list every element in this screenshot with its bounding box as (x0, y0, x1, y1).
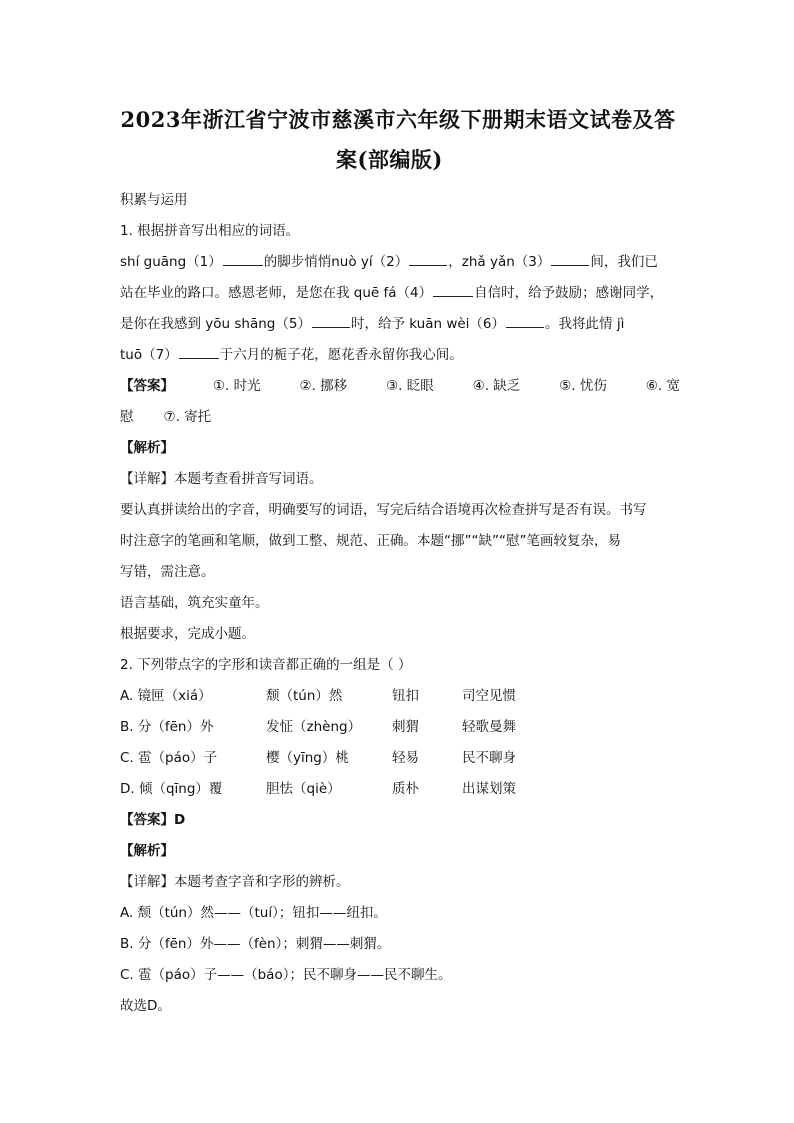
q2-option-cell: 刺猬 (392, 719, 419, 735)
q1-p1-c: ，zhǎ yǎn（3） (448, 254, 551, 270)
q1-answer-item: ②. 挪移 (299, 378, 348, 394)
q1-p3-a: 是你在我感到 yōu shāng（5） (120, 316, 311, 332)
q1-stem: 1. 根据拼音写出相应的词语。 (120, 223, 300, 239)
q2-option-cell: 司空见惯 (462, 688, 516, 704)
q2-option-cell: A. 镜匣（xiá） (120, 688, 212, 704)
q1-passage-line1 (120, 247, 680, 278)
q2-option-cell: 出谋划策 (462, 781, 516, 797)
q1-passage-line4 (120, 340, 680, 371)
q2-explain-c: C. 雹（páo）子——（báo）；民不聊身——民不聊生。 (120, 967, 452, 983)
q1-explain-line2: 时注意字的笔画和笔顺，做到工整、规范、正确。本题“挪”“缺”“慰”笔画较复杂，易 (120, 533, 621, 549)
q1-p1-b: 的脚步悄悄nuò yí（2） (263, 254, 409, 270)
q2-explain-b: B. 分（fēn）外——（fèn）；刺猬——刺猬。 (120, 936, 391, 952)
q1-p2b: 自信时，给予鼓励；感谢同学， (474, 285, 664, 301)
q2-option-cell: 颓（tún）然 (266, 688, 343, 704)
q1-detail: 【详解】本题考查看拼音写词语。 (120, 471, 323, 487)
intro-line2: 根据要求，完成小题。 (120, 626, 255, 642)
intro-line1: 语言基础，筑充实童年。 (120, 595, 269, 611)
q2-option-cell: 钮扣 (392, 688, 419, 704)
q1-answer-line2 (120, 402, 680, 433)
q1-answer-label: 【答案】 (120, 378, 174, 394)
q2-option-d (120, 774, 680, 805)
q2-option-cell: 樱（yīng）桃 (266, 750, 349, 766)
blank-3 (551, 253, 589, 266)
q1-p4-b: 于六月的栀子花，愿花香永留你我心间。 (219, 347, 463, 363)
blank-6 (506, 315, 544, 328)
blank-4 (433, 284, 473, 297)
q2-option-cell: B. 分（fēn）外 (120, 719, 214, 735)
q2-option-cell: 民不聊身 (462, 750, 516, 766)
q2-option-cell: C. 雹（páo）子 (120, 750, 218, 766)
document-title-line2 (118, 144, 678, 174)
document-title-line1: 2023年浙江省宁波市慈溪市六年级下册期末语文试卷及答 (120, 107, 676, 132)
q2-option-a (120, 681, 680, 712)
blank-2 (409, 253, 447, 266)
q1-answer-item: ⑦. 寄托 (163, 409, 212, 425)
q1-answer-item: ③. 眨眼 (386, 378, 434, 394)
section-heading: 积累与运用 (120, 192, 188, 208)
q1-explain-line1: 要认真拼读给出的字音，明确要写的词语，写完后结合语境再次检查拼写是否有误。书写 (120, 502, 647, 518)
q1-passage-line3 (120, 309, 680, 340)
document-body (120, 185, 680, 1022)
q2-conclusion: 故选D。 (120, 998, 171, 1014)
q1-answer-item: 慰 (120, 409, 134, 425)
q1-answer-item: ④. 缺乏 (472, 378, 521, 394)
q1-p3-b: 时，给予 kuān wèi（6） (350, 316, 506, 332)
q2-stem: 2. 下列带点字的字形和读音都正确的一组是（ ） (120, 657, 412, 673)
q1-p1-d: 间，我们已 (590, 254, 658, 270)
q2-option-c (120, 743, 680, 774)
q2-option-cell: 胆怯（qiè） (266, 781, 341, 797)
q1-answer-line1 (120, 371, 680, 402)
q2-option-cell: 发怔（zhèng） (266, 719, 362, 735)
q1-p1-a: shí guāng（1） (120, 254, 222, 270)
blank-7 (179, 346, 219, 359)
q1-analysis-label: 【解析】 (120, 440, 174, 456)
q1-p4-a: tuō（7） (120, 347, 178, 363)
q2-detail: 【详解】本题考查字音和字形的辨析。 (120, 874, 350, 890)
q1-explain-line3: 写错，需注意。 (120, 564, 215, 580)
q1-p2: 站在毕业的路口。感恩老师，是您在我 quē fá（4） (120, 285, 433, 301)
document-title-line2-text: 案(部编版) (336, 147, 443, 172)
q1-p3-c: 。我将此情 jì (545, 316, 625, 332)
q2-option-cell: 轻易 (392, 750, 419, 766)
q1-passage-line2 (120, 278, 680, 309)
q1-answer-item: ①. 时光 (212, 378, 261, 394)
q2-option-cell: 质朴 (392, 781, 419, 797)
q2-explain-a: A. 颓（tún）然——（tuí）；钮扣——纽扣。 (120, 905, 387, 921)
q2-answer: 【答案】D (120, 812, 186, 828)
q2-option-b (120, 712, 680, 743)
q2-option-cell: 轻歌曼舞 (462, 719, 516, 735)
blank-5 (312, 315, 350, 328)
blank-1 (223, 253, 263, 266)
q1-answer-item: ⑥. 宽 (645, 378, 680, 394)
q1-answer-item: ⑤. 忧伤 (559, 378, 607, 394)
q2-option-cell: D. 倾（qīng）覆 (120, 781, 223, 797)
q2-analysis-label: 【解析】 (120, 843, 174, 859)
